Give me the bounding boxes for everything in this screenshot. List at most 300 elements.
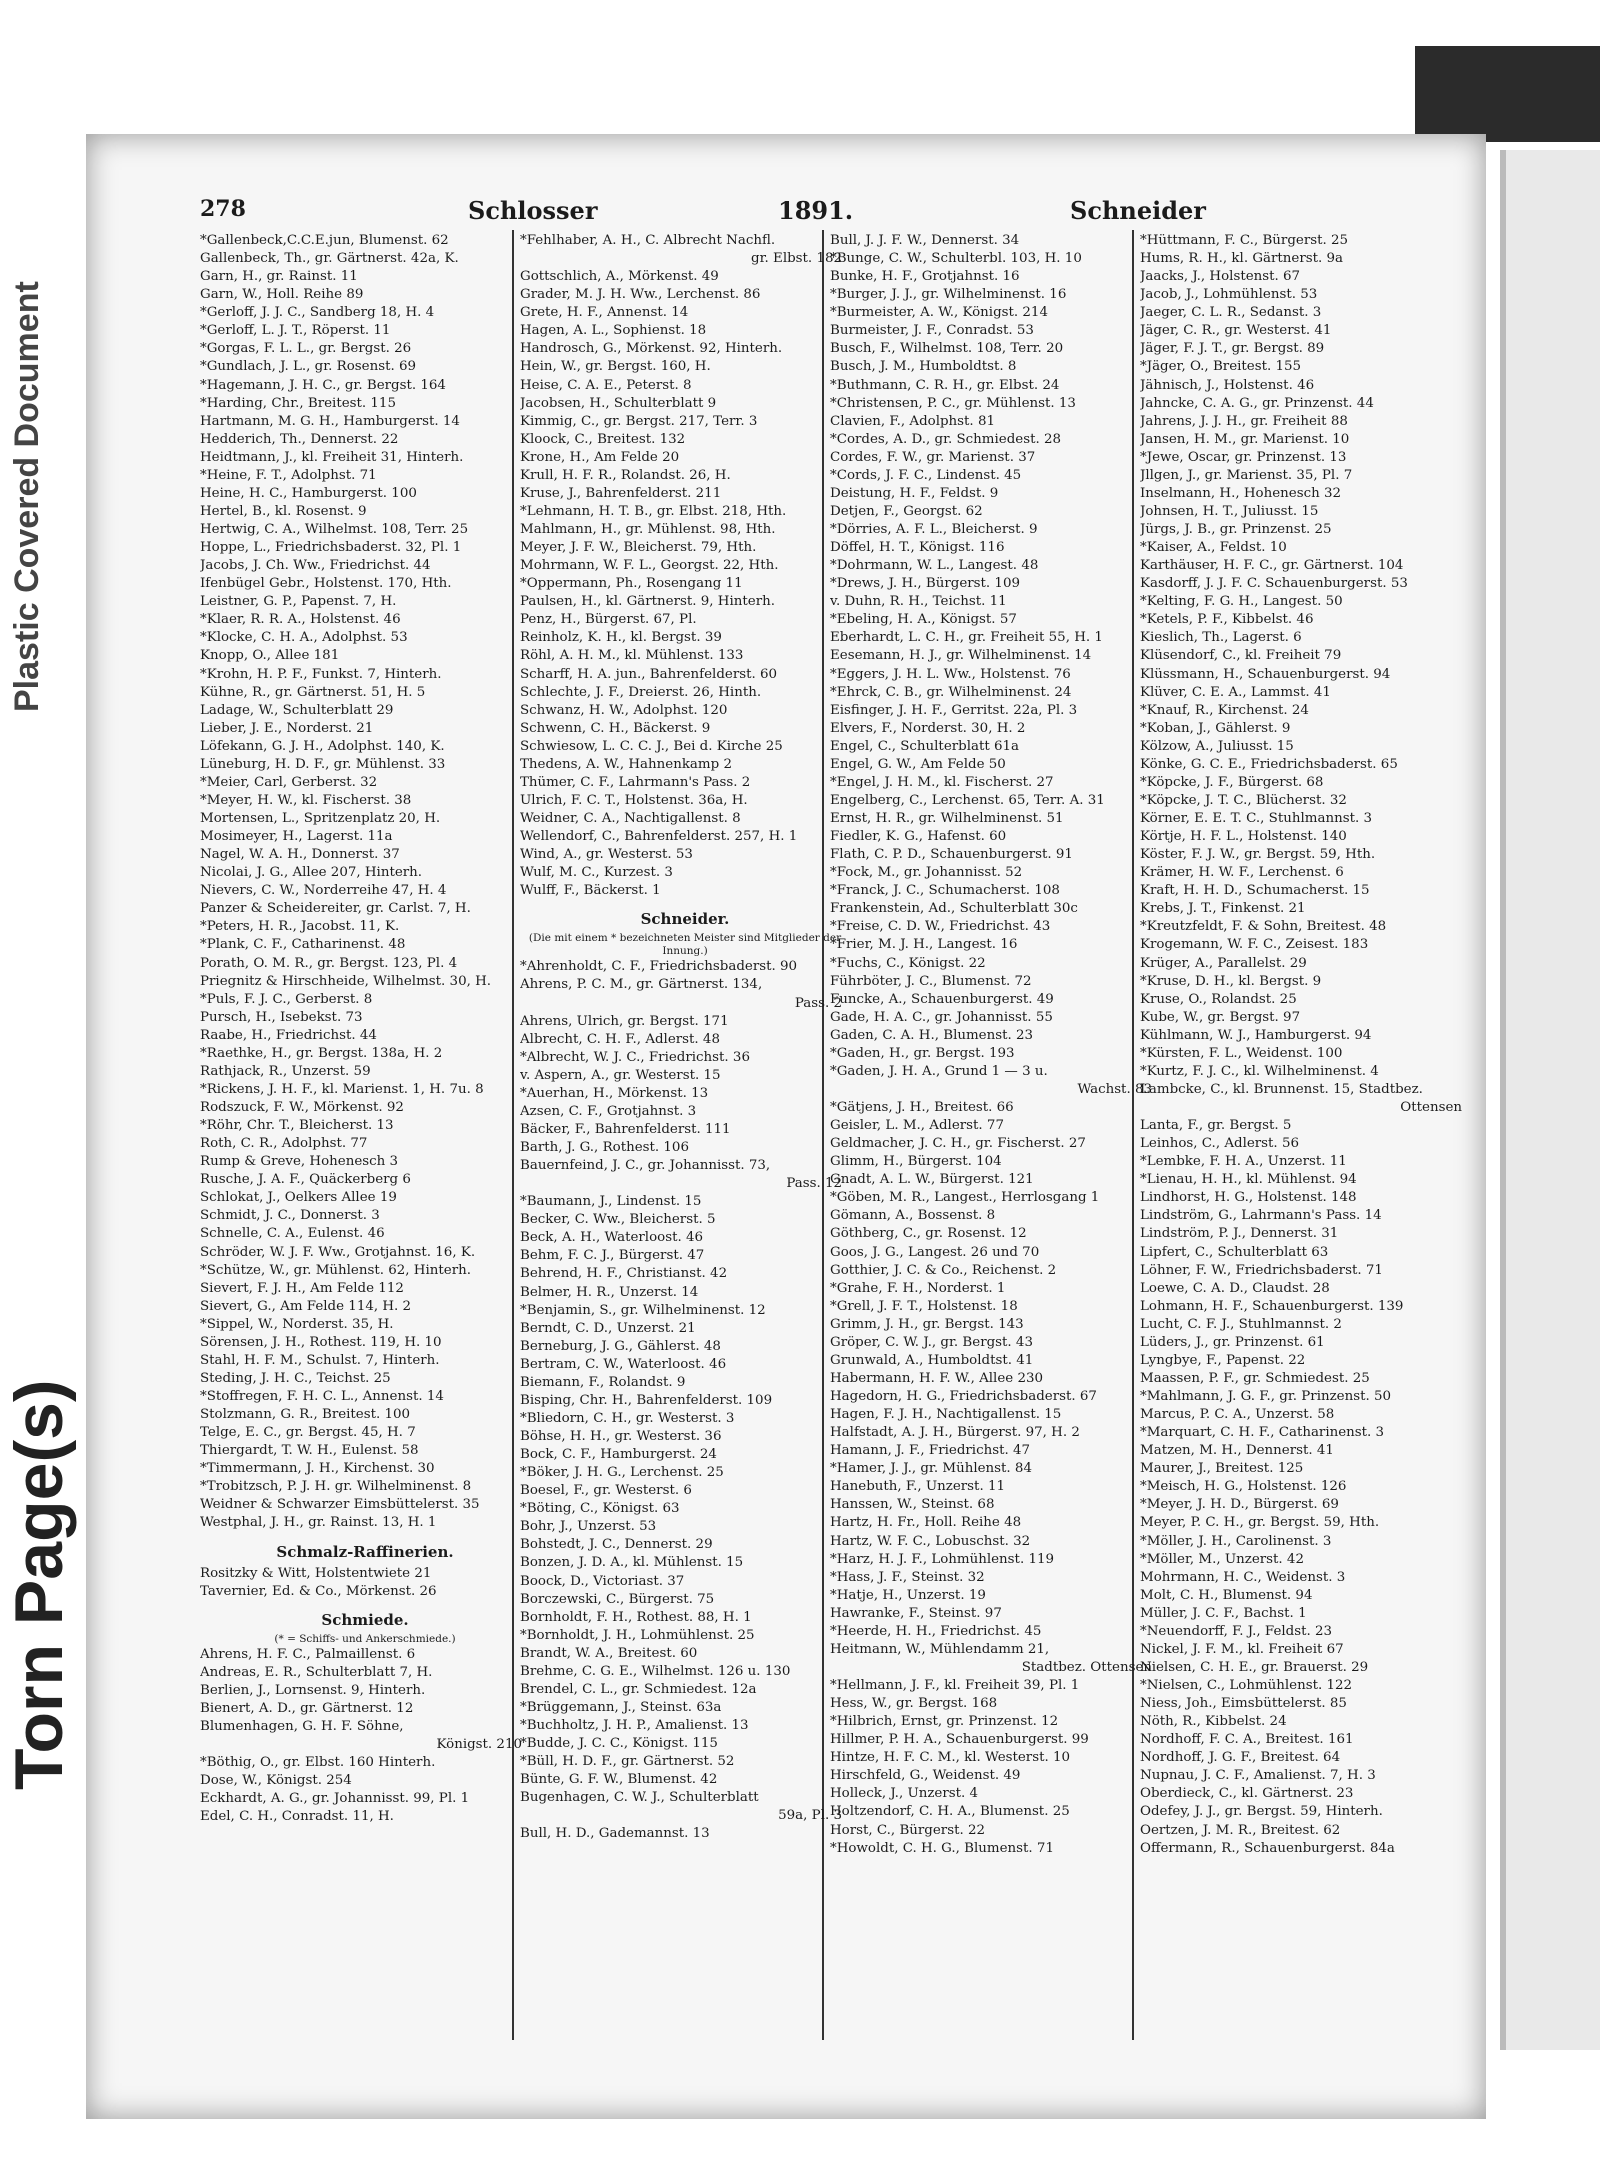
directory-entry: Leistner, G. P., Papenst. 7, H. bbox=[200, 594, 397, 610]
directory-entry: Bock, C. F., Hamburgerst. 24 bbox=[520, 1447, 717, 1463]
directory-entry: Gade, H. A. C., gr. Johannisst. 55 bbox=[830, 1009, 1053, 1025]
directory-entry: Johnsen, H. T., Juliusst. 15 bbox=[1140, 503, 1319, 519]
directory-entry: *Hagemann, J. H. C., gr. Bergst. 164 bbox=[200, 377, 446, 393]
directory-entry: Döffel, H. T., Königst. 116 bbox=[830, 540, 1005, 556]
page-header bbox=[200, 196, 1206, 232]
directory-entry: Krull, H. F. R., Rolandst. 26, H. bbox=[520, 467, 731, 483]
directory-entry: *Eggers, J. H. L. Ww., Holstenst. 76 bbox=[830, 666, 1071, 682]
directory-entry: Raabe, H., Friedrichst. 44 bbox=[200, 1027, 377, 1043]
directory-entry: Stadtbez. Ottensen bbox=[1021, 1659, 1152, 1675]
directory-entry: *Lehmann, H. T. B., gr. Elbst. 218, Hth. bbox=[520, 503, 787, 519]
directory-entry: Grunwald, A., Humboldtst. 41 bbox=[830, 1352, 1034, 1368]
directory-entry: Eisfinger, J. H. F., Gerritst. 22a, Pl. 3 bbox=[830, 702, 1078, 718]
directory-entry: Sievert, G., Am Felde 114, H. 2 bbox=[200, 1298, 412, 1314]
directory-entry: Thiergardt, T. W. H., Eulenst. 58 bbox=[200, 1443, 419, 1459]
directory-entry: Rusche, J. A. F., Quäckerberg 6 bbox=[200, 1172, 411, 1188]
directory-entry: Hanebuth, F., Unzerst. 11 bbox=[830, 1479, 1005, 1495]
directory-entry: Dose, W., Königst. 254 bbox=[200, 1773, 352, 1789]
directory-entry: *Koban, J., Gählerst. 9 bbox=[1140, 720, 1291, 736]
directory-entry: Bugenhagen, C. W. J., Schulterblatt bbox=[520, 1790, 759, 1806]
directory-entry: Holtzendorf, C. H. A., Blumenst. 25 bbox=[830, 1804, 1070, 1820]
directory-entry: *Böker, J. H. G., Lerchenst. 25 bbox=[520, 1465, 724, 1481]
directory-entry: Beck, A. H., Waterloost. 46 bbox=[520, 1230, 704, 1246]
directory-entry: Heitmann, W., Mühlendamm 21, bbox=[830, 1641, 1050, 1657]
directory-entry: Maurer, J., Breitest. 125 bbox=[1140, 1461, 1304, 1477]
directory-entry: Körtje, H. F. L., Holstenst. 140 bbox=[1140, 829, 1347, 845]
directory-entry: Nagel, W. A. H., Donnerst. 37 bbox=[200, 847, 400, 863]
directory-entry: *Neuendorff, F. J., Feldst. 23 bbox=[1140, 1623, 1333, 1639]
directory-entry: *Mahlmann, J. G. F., gr. Prinzenst. 50 bbox=[1140, 1389, 1392, 1404]
directory-entry: *Klocke, C. H. A., Adolphst. 53 bbox=[200, 630, 408, 646]
directory-entry: Kraft, H. H. D., Schumacherst. 15 bbox=[1140, 883, 1370, 899]
directory-entry: Loewe, C. A. D., Claudst. 28 bbox=[1140, 1280, 1330, 1296]
directory-entry: *Kaiser, A., Feldst. 10 bbox=[1140, 540, 1287, 556]
directory-entry: Schnelle, C. A., Eulenst. 46 bbox=[200, 1226, 385, 1242]
directory-entry: Hedderich, Th., Dennerst. 22 bbox=[200, 431, 399, 447]
directory-entry: Molt, C. H., Blumenst. 94 bbox=[1140, 1587, 1313, 1603]
directory-entry: Hirschfeld, G., Weidenst. 49 bbox=[830, 1768, 1021, 1784]
directory-entry: *Brüggemann, J., Steinst. 63a bbox=[520, 1699, 722, 1715]
directory-entry: Grimm, J. H., gr. Bergst. 143 bbox=[830, 1316, 1024, 1332]
directory-entry: *Schütze, W., gr. Mühlenst. 62, Hinterh. bbox=[200, 1262, 471, 1278]
page-number: 278 bbox=[200, 196, 246, 222]
directory-entry: *Gaden, H., gr. Bergst. 193 bbox=[830, 1045, 1015, 1061]
directory-entry: Gotthier, J. C. & Co., Reichenst. 2 bbox=[830, 1262, 1057, 1278]
directory-entry: Priegnitz & Hirschheide, Wilhelmst. 30, H. bbox=[200, 973, 492, 989]
directory-entry: Wind, A., gr. Westerst. 53 bbox=[520, 847, 693, 863]
directory-entry: Halfstadt, A. J. H., Bürgerst. 97, H. 2 bbox=[830, 1425, 1080, 1441]
directory-entry: *Budde, J. C. C., Königst. 115 bbox=[520, 1736, 718, 1752]
directory-entry: Cordes, F. W., gr. Marienst. 37 bbox=[830, 449, 1036, 465]
directory-entry: *Ketels, P. F., Kibbelst. 46 bbox=[1140, 612, 1314, 628]
directory-entry: Boesel, F., gr. Westerst. 6 bbox=[520, 1483, 692, 1499]
directory-entry: *Raethke, H., gr. Bergst. 138a, H. 2 bbox=[200, 1045, 443, 1061]
directory-entry: *Hamer, J. J., gr. Mühlenst. 84 bbox=[830, 1461, 1032, 1477]
directory-entry: *Köpcke, J. F., Bürgerst. 68 bbox=[1140, 774, 1324, 790]
directory-entry: Pursch, H., Isebekst. 73 bbox=[200, 1009, 363, 1025]
directory-entry: Jähnisch, J., Holstenst. 46 bbox=[1140, 377, 1315, 393]
directory-entry: Eberhardt, L. C. H., gr. Freiheit 55, H. 1 bbox=[830, 630, 1103, 646]
directory-entry: Nievers, C. W., Norderreihe 47, H. 4 bbox=[200, 883, 447, 899]
directory-entry: Berndt, C. D., Unzerst. 21 bbox=[520, 1320, 696, 1336]
directory-entry: Mahlmann, H., gr. Mühlenst. 98, Hth. bbox=[520, 522, 776, 537]
directory-entry: Lucht, C. F. J., Stuhlmannst. 2 bbox=[1140, 1316, 1342, 1332]
directory-entry: Behrend, H. F., Christianst. 42 bbox=[520, 1266, 728, 1282]
directory-entry: Bornholdt, F. H., Rothest. 88, H. 1 bbox=[520, 1609, 752, 1625]
directory-entry: Nielsen, C. H. E., gr. Brauerst. 29 bbox=[1140, 1659, 1369, 1675]
directory-entry: Brehme, C. G. E., Wilhelmst. 126 u. 130 bbox=[520, 1663, 791, 1679]
directory-entry: Nöth, R., Kibbelst. 24 bbox=[1140, 1714, 1287, 1730]
directory-entry: *Fock, M., gr. Johannisst. 52 bbox=[830, 865, 1023, 881]
directory-entry: Hagen, F. J. H., Nachtigallenst. 15 bbox=[830, 1407, 1062, 1423]
directory-entry: Borczewski, C., Bürgerst. 75 bbox=[520, 1591, 715, 1607]
directory-entry: Lüders, J., gr. Prinzenst. 61 bbox=[1140, 1334, 1325, 1350]
directory-entry: Ulrich, F. C. T., Holstenst. 36a, H. bbox=[520, 792, 748, 808]
directory-entry: *Harz, H. J. F., Lohmühlenst. 119 bbox=[830, 1551, 1055, 1567]
directory-entry: *Jäger, O., Breitest. 155 bbox=[1140, 359, 1302, 375]
directory-entry: Weidner, C. A., Nachtigallenst. 8 bbox=[520, 811, 741, 826]
column-4 bbox=[1140, 232, 1470, 1858]
directory-entry: Thedens, A. W., Hahnenkamp 2 bbox=[520, 756, 732, 772]
directory-entry: Jürgs, J. B., gr. Prinzenst. 25 bbox=[1140, 522, 1332, 537]
directory-entry: *Kurtz, F. J. C., kl. Wilhelminenst. 4 bbox=[1140, 1063, 1379, 1079]
directory-entry: Stolzmann, G. R., Breitest. 100 bbox=[200, 1407, 411, 1423]
directory-entry: *Stoffregen, F. H. C. L., Annenst. 14 bbox=[200, 1389, 444, 1404]
directory-entry: Boock, D., Victoriast. 37 bbox=[520, 1573, 685, 1589]
directory-entry: Rositzky & Witt, Holstentwiete 21 bbox=[200, 1565, 432, 1581]
directory-entry: Hartz, W. F. C., Lobuschst. 32 bbox=[830, 1533, 1031, 1549]
directory-entry: Bäcker, F., Bahrenfelderst. 111 bbox=[520, 1121, 731, 1137]
directory-entry: *Burger, J. J., gr. Wilhelminenst. 16 bbox=[830, 287, 1067, 303]
directory-entry: Kube, W., gr. Bergst. 97 bbox=[1140, 1009, 1301, 1025]
directory-entry: Heidtmann, J., kl. Freiheit 31, Hinterh. bbox=[200, 449, 464, 465]
directory-entry: Mosimeyer, H., Lagerst. 11a bbox=[200, 829, 393, 845]
directory-entry: Böhse, H. H., gr. Westerst. 36 bbox=[520, 1429, 722, 1444]
directory-entry: Berlien, J., Lornsenst. 9, Hinterh. bbox=[200, 1682, 426, 1698]
directory-entry: Nordhoff, J. G. F., Breitest. 64 bbox=[1140, 1750, 1341, 1766]
section-note-schmiede: (* = Schiffs- und Ankerschmiede.) bbox=[274, 1632, 456, 1645]
directory-entry: *Meisch, H. G., Holstenst. 126 bbox=[1140, 1479, 1347, 1495]
directory-entry: Kruse, O., Rolandst. 25 bbox=[1140, 991, 1297, 1007]
section-note-schneider: (Die mit einem * bezeichneten Meister sind Mitglieder der Innung.) bbox=[528, 932, 842, 958]
directory-entry: Hagen, A. L., Sophienst. 18 bbox=[520, 323, 707, 339]
section-heading-schneider: Schneider. bbox=[640, 910, 730, 929]
binding-shadow bbox=[1415, 46, 1600, 142]
directory-entry: Niess, Joh., Eimsbüttelerst. 85 bbox=[1140, 1696, 1347, 1712]
directory-entry: Jansen, H. M., gr. Marienst. 10 bbox=[1140, 431, 1350, 447]
directory-entry: Löhner, F. W., Friedrichsbaderst. 71 bbox=[1140, 1262, 1383, 1278]
directory-entry: Jaacks, J., Holstenst. 67 bbox=[1140, 269, 1301, 285]
directory-entry: Bunke, H. F., Grotjahnst. 16 bbox=[830, 269, 1020, 285]
directory-entry: Ladage, W., Schulterblatt 29 bbox=[200, 702, 394, 718]
directory-entry: Hintze, H. F. C. M., kl. Westerst. 10 bbox=[830, 1750, 1071, 1766]
directory-entry: Sörensen, J. H., Rothest. 119, H. 10 bbox=[200, 1334, 442, 1350]
directory-entry: Wachst. 83 bbox=[1077, 1081, 1152, 1097]
directory-entry: *Gundlach, J. L., gr. Rosenst. 69 bbox=[200, 359, 417, 375]
directory-entry: Elvers, F., Norderst. 30, H. 2 bbox=[830, 720, 1026, 736]
directory-entry: *Fuchs, C., Königst. 22 bbox=[830, 955, 986, 971]
directory-entry: Hillmer, P. H. A., Schauenburgerst. 99 bbox=[830, 1732, 1089, 1748]
directory-entry: *Franck, J. C., Schumacherst. 108 bbox=[830, 883, 1060, 899]
directory-entry: Schwiesow, L. C. C. J., Bei d. Kirche 25 bbox=[520, 738, 783, 754]
directory-entry: *Meyer, H. W., kl. Fischerst. 38 bbox=[200, 792, 412, 808]
directory-entry: Schlokat, J., Oelkers Allee 19 bbox=[200, 1190, 397, 1206]
directory-entry: Maassen, P. F., gr. Schmiedest. 25 bbox=[1140, 1370, 1370, 1386]
directory-entry: Meyer, J. F. W., Bleicherst. 79, Hth. bbox=[520, 540, 757, 556]
directory-entry: Hanssen, W., Steinst. 68 bbox=[830, 1497, 995, 1513]
directory-entry: Ottensen bbox=[1400, 1100, 1462, 1115]
directory-entry: Nupnau, J. C. F., Amalienst. 7, H. 3 bbox=[1140, 1768, 1376, 1784]
directory-entry: Hamann, J. F., Friedrichst. 47 bbox=[830, 1443, 1031, 1459]
directory-entry: *Klaer, R. R. A., Holstenst. 46 bbox=[200, 612, 401, 628]
directory-entry: Grader, M. J. H. Ww., Lerchenst. 86 bbox=[520, 287, 761, 303]
directory-entry: Köster, F. J. W., gr. Bergst. 59, Hth. bbox=[1140, 847, 1376, 863]
directory-entry: Gottschlich, A., Mörkenst. 49 bbox=[520, 269, 719, 285]
directory-entry: Schlechte, J. F., Dreierst. 26, Hinth. bbox=[520, 684, 762, 700]
directory-entry: *Burmeister, A. W., Königst. 214 bbox=[830, 305, 1048, 321]
directory-entry: *Grahe, F. H., Norderst. 1 bbox=[830, 1280, 1006, 1296]
directory-entry: Hoppe, L., Friedrichsbaderst. 32, Pl. 1 bbox=[200, 540, 462, 556]
directory-entry: Gallenbeck, Th., gr. Gärtnerst. 42a, K. bbox=[200, 251, 459, 267]
directory-entry: *Kürsten, F. L., Weidenst. 100 bbox=[1140, 1045, 1343, 1061]
directory-entry: Thümer, C. F., Lahrmann's Pass. 2 bbox=[520, 774, 751, 790]
directory-entry: Wulff, F., Bäckerst. 1 bbox=[520, 883, 661, 899]
directory-entry: Engel, G. W., Am Felde 50 bbox=[830, 756, 1006, 772]
section-heading-schmalz: Schmalz-Raffinerien. bbox=[276, 1542, 454, 1561]
directory-entry: Hawranke, F., Steinst. 97 bbox=[830, 1605, 1002, 1621]
directory-entry: *Cordes, A. D., gr. Schmiedest. 28 bbox=[830, 431, 1062, 447]
directory-entry: Müller, J. C. F., Bachst. 1 bbox=[1140, 1605, 1307, 1621]
plastic-covered-label: Plastic Covered Document bbox=[8, 281, 46, 712]
directory-entry: Bauernfeind, J. C., gr. Johannisst. 73, bbox=[520, 1158, 771, 1174]
directory-entry: Jaeger, C. L. R., Sedanst. 3 bbox=[1140, 305, 1322, 321]
directory-entry: Kimmig, C., gr. Bergst. 217, Terr. 3 bbox=[520, 413, 758, 429]
directory-entry: Kasdorff, J. J. F. C. Schauenburgerst. 53 bbox=[1140, 576, 1408, 592]
directory-entry: *Cords, J. F. C., Lindenst. 45 bbox=[830, 467, 1022, 483]
directory-entry: *Trobitzsch, P. J. H. gr. Wilhelminenst. 8 bbox=[200, 1479, 472, 1495]
section-heading-schmiede: Schmiede. bbox=[321, 1610, 409, 1629]
directory-entry: Funcke, A., Schauenburgerst. 49 bbox=[830, 991, 1054, 1007]
directory-entry: Becker, C. Ww., Bleicherst. 5 bbox=[520, 1212, 716, 1228]
directory-entry: Telge, E. C., gr. Bergst. 45, H. 7 bbox=[200, 1425, 416, 1441]
directory-entry: Gaden, C. A. H., Blumenst. 23 bbox=[830, 1027, 1034, 1043]
directory-entry: Jahrens, J. J. H., gr. Freiheit 88 bbox=[1140, 413, 1348, 429]
directory-entry: Lindhorst, H. G., Holstenst. 148 bbox=[1140, 1190, 1357, 1206]
directory-entry: Bull, J. J. F. W., Dennerst. 34 bbox=[830, 233, 1020, 248]
directory-entry: *Nielsen, C., Lohmühlenst. 122 bbox=[1140, 1678, 1353, 1693]
directory-entry: *Böting, C., Königst. 63 bbox=[520, 1501, 680, 1517]
directory-entry: Steding, J. H. C., Teichst. 25 bbox=[200, 1370, 391, 1386]
directory-entry: *Sippel, W., Norderst. 35, H. bbox=[200, 1316, 394, 1332]
directory-entry: *Lembke, F. H. A., Unzerst. 11 bbox=[1140, 1154, 1347, 1170]
directory-entry: Bull, H. D., Gademannst. 13 bbox=[520, 1826, 710, 1842]
directory-entry: *Möller, J. H., Carolinenst. 3 bbox=[1140, 1533, 1332, 1549]
directory-entry: *Christensen, P. C., gr. Mühlenst. 13 bbox=[830, 395, 1076, 411]
directory-entry: *Dörries, A. F. L., Bleicherst. 9 bbox=[830, 522, 1038, 537]
directory-entry: Klüssmann, H., Schauenburgerst. 94 bbox=[1140, 666, 1391, 682]
directory-entry: Hein, W., gr. Bergst. 160, H. bbox=[520, 359, 711, 375]
directory-entry: 59a, Pl. 3 bbox=[778, 1808, 842, 1824]
directory-entry: Oertzen, J. M. R., Breitest. 62 bbox=[1140, 1822, 1341, 1838]
directory-entry: *Gallenbeck,C.C.E.jun, Blumenst. 62 bbox=[200, 233, 449, 248]
directory-entry: Detjen, F., Georgst. 62 bbox=[830, 503, 983, 519]
directory-entry: Weidner & Schwarzer Eimsbüttelerst. 35 bbox=[200, 1497, 480, 1513]
directory-entry: Wellendorf, C., Bahrenfelderst. 257, H. 1 bbox=[520, 829, 798, 845]
directory-entry: v. Duhn, R. H., Teichst. 11 bbox=[830, 594, 1007, 610]
directory-entry: *Bornholdt, J. H., Lohmühlenst. 25 bbox=[520, 1627, 755, 1643]
directory-entry: Hartz, H. Fr., Holl. Reihe 48 bbox=[830, 1515, 1022, 1531]
directory-entry: Jacob, J., Lohmühlenst. 53 bbox=[1140, 287, 1318, 303]
directory-entry: Lüneburg, H. D. F., gr. Mühlenst. 33 bbox=[200, 756, 446, 772]
directory-entry: Hartmann, M. G. H., Hamburgerst. 14 bbox=[200, 413, 460, 429]
directory-entry: Bienert, A. D., gr. Gärtnerst. 12 bbox=[200, 1700, 414, 1716]
directory-entry: Garn, H., gr. Rainst. 11 bbox=[200, 269, 358, 285]
directory-entry: *Lienau, H. H., kl. Mühlenst. 94 bbox=[1140, 1172, 1357, 1188]
directory-entry: Busch, F., Wilhelmst. 108, Terr. 20 bbox=[830, 341, 1064, 357]
directory-entry: *Buchholtz, J. H. P., Amalienst. 13 bbox=[520, 1718, 749, 1733]
directory-entry: Porath, O. M. R., gr. Bergst. 123, Pl. 4 bbox=[200, 955, 458, 971]
year-heading: 1891. bbox=[778, 196, 854, 225]
directory-entry: Ahrens, H. F. C., Palmaillenst. 6 bbox=[200, 1646, 416, 1662]
directory-entry: Mohrmann, H. C., Weidenst. 3 bbox=[1140, 1569, 1346, 1585]
directory-entry: Gömann, A., Bossenst. 8 bbox=[830, 1208, 996, 1224]
running-title-left: Schlosser bbox=[468, 196, 598, 225]
directory-entry: Bohr, J., Unzerst. 53 bbox=[520, 1519, 657, 1535]
directory-entry: Knopp, O., Allee 181 bbox=[200, 648, 340, 664]
directory-entry: Lieber, J. E., Norderst. 21 bbox=[200, 720, 374, 736]
directory-entry: *Baumann, J., Lindenst. 15 bbox=[520, 1194, 702, 1210]
directory-entry: Glimm, H., Bürgerst. 104 bbox=[830, 1154, 1002, 1170]
directory-entry: Schwenn, C. H., Bäckerst. 9 bbox=[520, 720, 711, 736]
directory-entry: Lohmann, H. F., Schauenburgerst. 139 bbox=[1140, 1298, 1404, 1314]
directory-entry: *Ebeling, H. A., Königst. 57 bbox=[830, 612, 1017, 628]
directory-entry: Flath, C. P. D., Schauenburgerst. 91 bbox=[830, 847, 1073, 863]
directory-entry: *Möller, M., Unzerst. 42 bbox=[1140, 1551, 1304, 1567]
directory-entry: Panzer & Scheidereiter, gr. Carlst. 7, H. bbox=[200, 901, 471, 917]
directory-entry: Bünte, G. F. W., Blumenst. 42 bbox=[520, 1772, 718, 1788]
directory-entry: Rodszuck, F. W., Mörkenst. 92 bbox=[200, 1100, 404, 1115]
directory-entry: v. Aspern, A., gr. Westerst. 15 bbox=[520, 1067, 721, 1083]
directory-entry: Reinholz, K. H., kl. Bergst. 39 bbox=[520, 630, 722, 646]
directory-entry: Schröder, W. J. F. Ww., Grotjahnst. 16, K. bbox=[200, 1244, 476, 1260]
running-title-right: Schneider bbox=[1070, 196, 1206, 225]
directory-entry: *Knauf, R., Kirchenst. 24 bbox=[1140, 702, 1309, 718]
directory-entry: Kruse, J., Bahrenfelderst. 211 bbox=[520, 485, 722, 501]
directory-entry: Biemann, F., Rolandst. 9 bbox=[520, 1374, 686, 1390]
directory-entry: Kölzow, A., Juliusst. 15 bbox=[1140, 738, 1294, 754]
directory-entry: Lindström, G., Lahrmann's Pass. 14 bbox=[1140, 1208, 1382, 1224]
directory-entry: Brandt, W. A., Breitest. 60 bbox=[520, 1645, 698, 1661]
directory-entry: Engelberg, C., Lerchenst. 65, Terr. A. 31 bbox=[830, 792, 1105, 808]
directory-entry: *Hatje, H., Unzerst. 19 bbox=[830, 1587, 986, 1603]
directory-entry: Ernst, H. R., gr. Wilhelminenst. 51 bbox=[830, 811, 1064, 826]
directory-entry: *Gerloff, J. J. C., Sandberg 18, H. 4 bbox=[200, 305, 435, 321]
column-2 bbox=[520, 232, 850, 1843]
directory-entry: Geldmacher, J. C. H., gr. Fischerst. 27 bbox=[830, 1136, 1086, 1152]
directory-entry: Offermann, R., Schauenburgerst. 84a bbox=[1140, 1840, 1395, 1856]
directory-entry: Burmeister, J. F., Conradst. 53 bbox=[830, 323, 1034, 339]
directory-entry: Andreas, E. R., Schulterblatt 7, H. bbox=[200, 1664, 433, 1680]
directory-entry: Jacobsen, H., Schulterblatt 9 bbox=[520, 395, 717, 411]
directory-entry: *Albrecht, W. J. C., Friedrichst. 36 bbox=[520, 1049, 750, 1065]
directory-entry: *Grell, J. F. T., Holstenst. 18 bbox=[830, 1298, 1018, 1314]
directory-entry: Jacobs, J. Ch. Ww., Friedrichst. 44 bbox=[200, 558, 431, 574]
directory-entry: *Kelting, F. G. H., Langest. 50 bbox=[1140, 594, 1343, 610]
directory-entry: *Gaden, J. H. A., Grund 1 — 3 u. bbox=[830, 1063, 1048, 1079]
directory-entry: *Harding, Chr., Breitest. 115 bbox=[200, 395, 396, 411]
directory-entry: Ahrens, Ulrich, gr. Bergst. 171 bbox=[520, 1013, 729, 1029]
directory-entry: Jäger, F. J. T., gr. Bergst. 89 bbox=[1140, 341, 1325, 357]
directory-entry: *Auerhan, H., Mörkenst. 13 bbox=[520, 1085, 709, 1101]
directory-entry: Kühlmann, W. J., Hamburgerst. 94 bbox=[1140, 1027, 1372, 1043]
directory-entry: *Hass, J. F., Steinst. 32 bbox=[830, 1569, 985, 1585]
directory-entry: *Buthmann, C. R. H., gr. Elbst. 24 bbox=[830, 377, 1060, 393]
directory-entry: Roth, C. R., Adolphst. 77 bbox=[200, 1136, 368, 1152]
directory-entry: *Hellmann, J. F., kl. Freiheit 39, Pl. 1 bbox=[830, 1678, 1080, 1693]
directory-entry: *Bunge, C. W., Schulterbl. 103, H. 10 bbox=[830, 251, 1082, 267]
directory-entry: Gnadt, A. L. W., Bürgerst. 121 bbox=[830, 1172, 1034, 1188]
directory-entry: Wulf, M. C., Kurzest. 3 bbox=[520, 865, 673, 881]
directory-entry: Stahl, H. F. M., Schulst. 7, Hinterh. bbox=[200, 1352, 440, 1368]
directory-entry: Tavernier, Ed. & Co., Mörkenst. 26 bbox=[200, 1583, 437, 1599]
directory-entry: Hertel, B., kl. Rosenst. 9 bbox=[200, 503, 367, 519]
directory-entry: *Kreutzfeldt, F. & Sohn, Breitest. 48 bbox=[1140, 919, 1387, 935]
directory-entry: Clavien, F., Adolphst. 81 bbox=[830, 413, 995, 429]
directory-entry: Heise, C. A. E., Peterst. 8 bbox=[520, 377, 692, 393]
directory-entry: Inselmann, H., Hohenesch 32 bbox=[1140, 485, 1342, 501]
directory-entry: Körner, E. E. T. C., Stuhlmannst. 3 bbox=[1140, 811, 1372, 826]
directory-entry: *Puls, F. J. C., Gerberst. 8 bbox=[200, 991, 373, 1007]
directory-entry: *Röhr, Chr. T., Bleicherst. 13 bbox=[200, 1118, 394, 1134]
directory-entry: Rump & Greve, Hohenesch 3 bbox=[200, 1154, 399, 1170]
directory-entry: Krogemann, W. F. C., Zeisest. 183 bbox=[1140, 937, 1369, 953]
directory-entry: Odefey, J. J., gr. Bergst. 59, Hinterh. bbox=[1140, 1804, 1383, 1820]
directory-entry: *Göben, M. R., Langest., Herrlosgang 1 bbox=[830, 1190, 1100, 1206]
directory-entry: Krone, H., Am Felde 20 bbox=[520, 449, 680, 465]
directory-entry: Krämer, H. W. F., Lerchenst. 6 bbox=[1140, 865, 1344, 881]
directory-entry: Barth, J. G., Rothest. 106 bbox=[520, 1140, 689, 1155]
directory-entry: Kloock, C., Breitest. 132 bbox=[520, 431, 686, 447]
directory-entry: *Peters, H. R., Jacobst. 11, K. bbox=[200, 919, 400, 935]
directory-entry: Fiedler, K. G., Hafenst. 60 bbox=[830, 829, 1007, 845]
directory-entry: Jäger, C. R., gr. Westerst. 41 bbox=[1140, 323, 1332, 339]
directory-entry: Holleck, J., Unzerst. 4 bbox=[830, 1786, 979, 1802]
directory-entry: Führböter, J. C., Blumenst. 72 bbox=[830, 973, 1032, 989]
directory-entry: Hagedorn, H. G., Friedrichsbaderst. 67 bbox=[830, 1389, 1097, 1404]
directory-entry: Horst, C., Bürgerst. 22 bbox=[830, 1822, 986, 1838]
directory-entry: Oberdieck, C., kl. Gärtnerst. 23 bbox=[1140, 1786, 1354, 1802]
directory-entry: Sievert, F. J. H., Am Felde 112 bbox=[200, 1280, 404, 1296]
directory-entry: Schmidt, J. C., Donnerst. 3 bbox=[200, 1208, 380, 1224]
directory-entry: Leinhos, C., Adlerst. 56 bbox=[1140, 1136, 1299, 1152]
directory-entry: Karthäuser, H. F. C., gr. Gärtnerst. 104 bbox=[1140, 558, 1404, 574]
directory-entry: *Krohn, H. P. F., Funkst. 7, Hinterh. bbox=[200, 666, 442, 682]
directory-entry: Meyer, P. C. H., gr. Bergst. 59, Hth. bbox=[1140, 1515, 1380, 1531]
directory-entry: *Kruse, D. H., kl. Bergst. 9 bbox=[1140, 973, 1322, 989]
directory-entry: Löfekann, G. J. H., Adolphst. 140, K. bbox=[200, 738, 445, 754]
directory-entry: *Drews, J. H., Bürgerst. 109 bbox=[830, 576, 1020, 592]
directory-entry: Könke, G. C. E., Friedrichsbaderst. 65 bbox=[1140, 756, 1398, 772]
directory-entry: Frankenstein, Ad., Schulterblatt 30c bbox=[830, 901, 1078, 917]
directory-entry: Goos, J. G., Langest. 26 und 70 bbox=[830, 1244, 1040, 1260]
directory-entry: gr. Elbst. 182 bbox=[751, 251, 842, 267]
directory-entry: Königst. 210 bbox=[436, 1737, 522, 1753]
directory-entry: Berneburg, J. G., Gählerst. 48 bbox=[520, 1338, 721, 1354]
directory-entry: Hess, W., gr. Bergst. 168 bbox=[830, 1696, 998, 1712]
directory-entry: Lanta, F., gr. Bergst. 5 bbox=[1140, 1118, 1292, 1134]
directory-entry: Penz, H., Bürgerst. 67, Pl. bbox=[520, 612, 697, 628]
directory-entry: *Hüttmann, F. C., Bürgerst. 25 bbox=[1140, 233, 1349, 248]
directory-entry: Ifenbügel Gebr., Holstenst. 170, Hth. bbox=[200, 576, 452, 592]
directory-entry: *Ahrenholdt, C. F., Friedrichsbaderst. 90 bbox=[520, 959, 798, 975]
directory-entry: *Meyer, J. H. D., Bürgerst. 69 bbox=[1140, 1497, 1339, 1513]
directory-entry: Heine, H. C., Hamburgerst. 100 bbox=[200, 485, 417, 501]
directory-entry: Kühne, R., gr. Gärtnerst. 51, H. 5 bbox=[200, 684, 426, 700]
directory-entry: Bertram, C. W., Waterloost. 46 bbox=[520, 1356, 727, 1372]
directory-entry: Matzen, M. H., Dennerst. 41 bbox=[1140, 1443, 1334, 1459]
directory-entry: *Meier, Carl, Gerberst. 32 bbox=[200, 774, 378, 790]
torn-pages-label: Torn Page(s) bbox=[1, 1379, 77, 1790]
directory-entry: *Benjamin, S., gr. Wilhelminenst. 12 bbox=[520, 1302, 766, 1318]
directory-entry: Klüsendorf, C., kl. Freiheit 79 bbox=[1140, 648, 1342, 664]
directory-entry: *Heine, F. T., Adolphst. 71 bbox=[200, 467, 377, 483]
directory-entry: Nordhoff, F. C. A., Breitest. 161 bbox=[1140, 1732, 1354, 1748]
directory-entry: Busch, J. M., Humboldtst. 8 bbox=[830, 359, 1017, 375]
directory-entry: *Frier, M. J. H., Langest. 16 bbox=[830, 937, 1018, 953]
directory-entry: *Gerloff, L. J. T., Röperst. 11 bbox=[200, 323, 391, 339]
directory-entry: Azsen, C. F., Grotjahnst. 3 bbox=[520, 1103, 697, 1119]
directory-entry: Pass. 12 bbox=[786, 1176, 842, 1192]
